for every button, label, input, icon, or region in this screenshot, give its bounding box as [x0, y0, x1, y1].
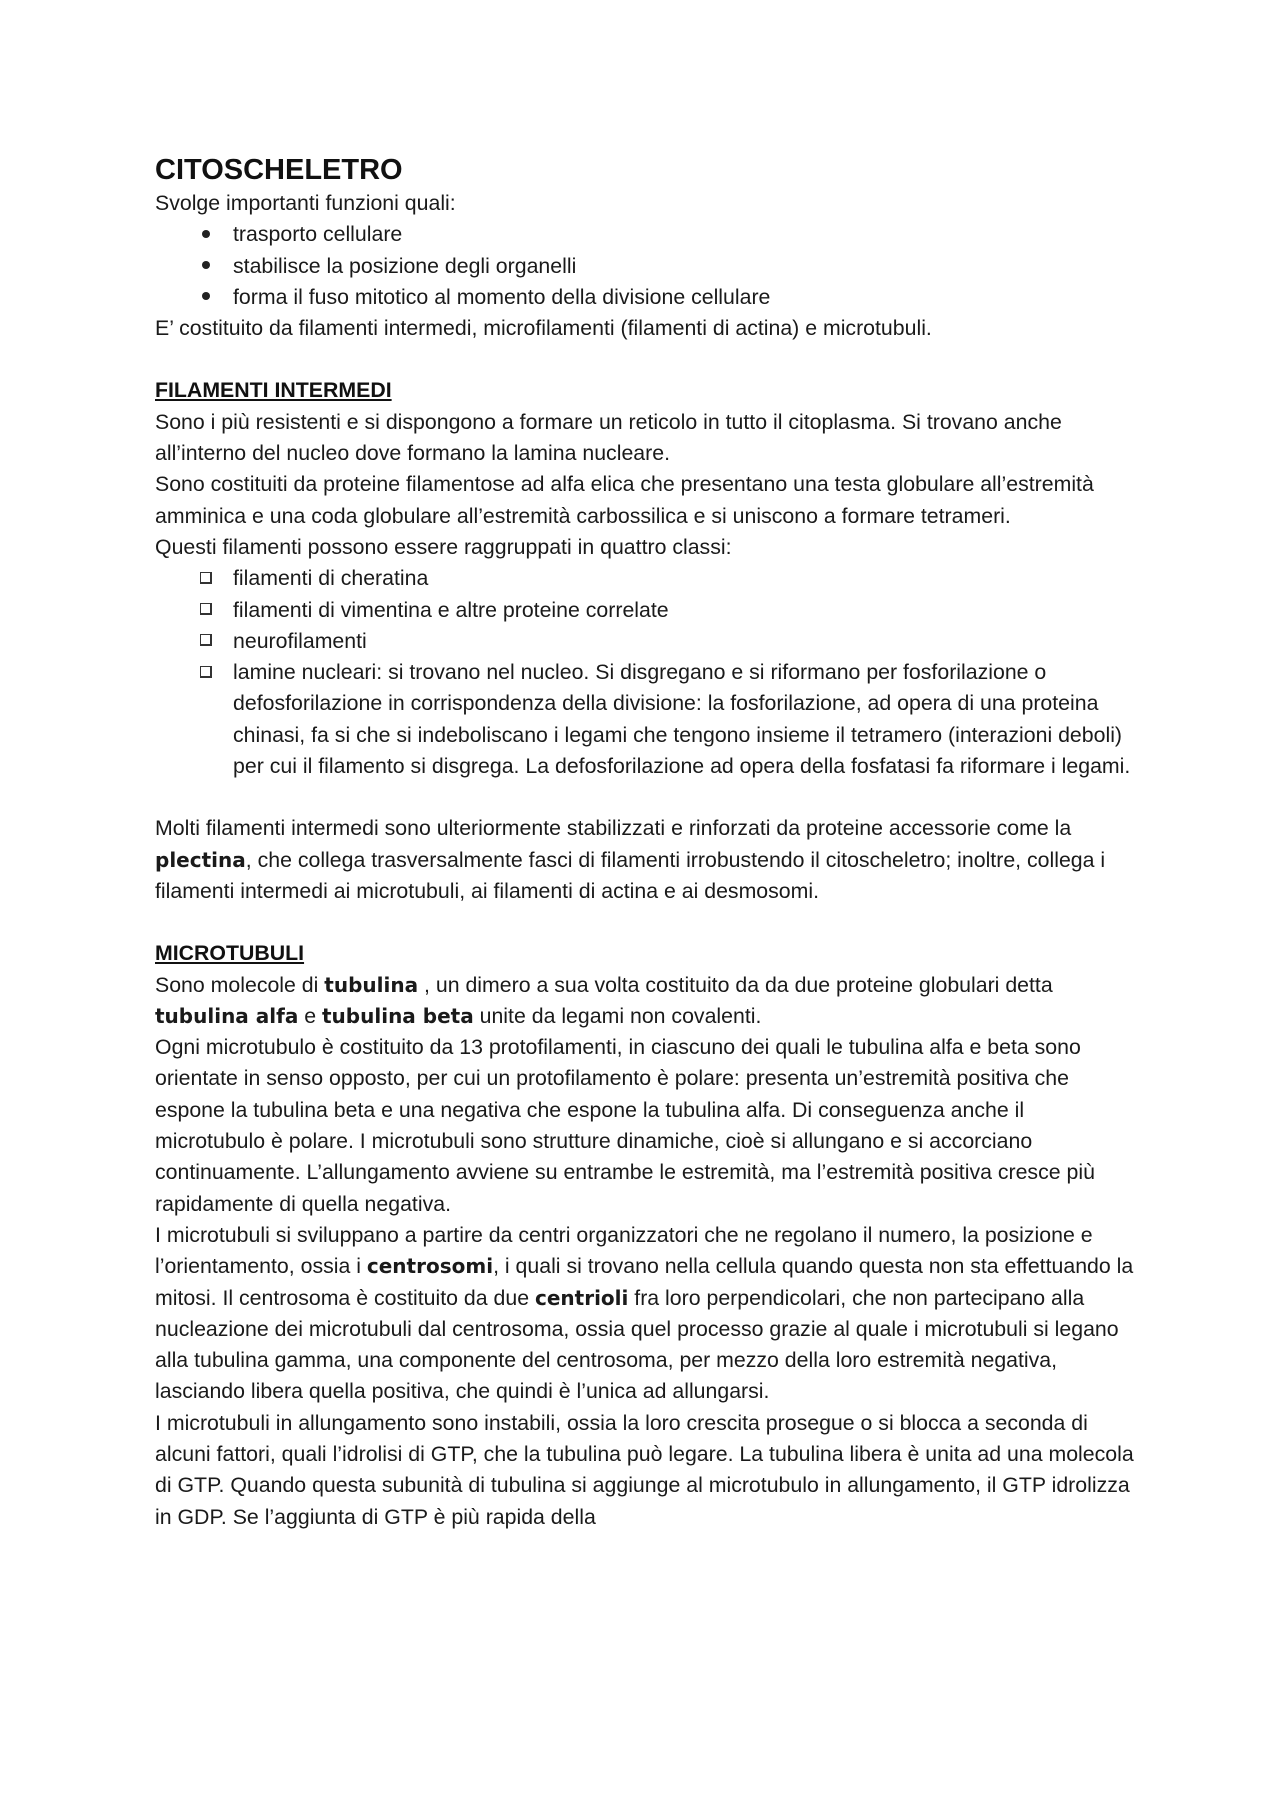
functions-list	[155, 219, 1135, 313]
document-page	[155, 150, 1135, 1533]
classes-list	[155, 563, 1135, 782]
bold-term: plectina	[155, 847, 246, 872]
list-item: trasporto cellulare	[155, 219, 1135, 250]
bullet-box-icon	[196, 595, 216, 626]
intro-text: Svolge importanti funzioni quali:	[155, 191, 456, 215]
bold-term: centrioli	[534, 1285, 629, 1310]
bullet-box-icon	[196, 657, 216, 688]
bullet-box-icon	[196, 626, 216, 657]
paragraph: Questi filamenti possono essere raggruppati in quattro classi:	[155, 534, 732, 559]
bold-term: tubulina beta	[322, 1003, 474, 1028]
list-item: forma il fuso mitotico al momento della divisione cellulare	[155, 282, 1135, 313]
paragraph: Sono costituiti da proteine filamentose ad alfa elica che presentano una testa globulare all’estremità amminica e una coda globulare all’estremità carbossilica e si uniscono a formare tetrameri.	[155, 472, 1094, 528]
bullet-box-icon	[196, 563, 216, 594]
bullet-dot-icon	[196, 282, 216, 313]
paragraph: Sono molecole di tubulina , un dimero a sua volta costituito da da due proteine globulari detta tubulina alfa e tubulina beta unite da legami non covalenti.	[155, 972, 1053, 1028]
paragraph: I microtubuli in allungamento sono instabili, ossia la loro crescita prosegue o si blocca a seconda di alcuni fattori, quali l’idrolisi di GTP, che la tubulina può legare. La tubulina libera è unita ad una molecola di GTP. Quando questa subunità di tubulina si aggiunge al microtubulo in allungamento, il GTP idrolizza in GDP. Se l’aggiunta di GTP è più rapida della	[155, 1410, 1134, 1529]
list-item: neurofilamenti	[155, 626, 1135, 657]
list-item: lamine nucleari: si trovano nel nucleo. Si disgregano e si riformano per fosforilazione o defosforilazione in corrispondenza della divisione: la fosforilazione, ad opera di una proteina chinasi, fa si che si indeboliscano i legami che tengono insieme il tetramero (interazioni deboli) per cui il filamento si disgrega. La defosforilazione ad opera della fosfatasi fa riformare i legami.	[155, 657, 1135, 782]
bullet-dot-icon	[196, 219, 216, 250]
page-title: CITOSCHELETRO	[155, 154, 403, 186]
paragraph: Ogni microtubulo è costituito da 13 protofilamenti, in ciascuno dei quali le tubulina alfa e beta sono orientate in senso opposto, per cui un protofilamento è polare: presenta un’estremità positiva che espone la tubulina beta e una negativa che espone la tubulina alfa. Di conseguenza anche il microtubulo è polare. I microtubuli sono strutture dinamiche, cioè si allungano e si accorciano continuamente. L’allungamento avviene su entrambe le estremità, ma l’estremità positiva cresce più rapidamente di quella negativa.	[155, 1035, 1095, 1216]
bullet-dot-icon	[196, 251, 216, 282]
list-item: filamenti di cheratina	[155, 563, 1135, 594]
list-item: filamenti di vimentina e altre proteine correlate	[155, 595, 1135, 626]
bold-term: tubulina	[324, 972, 419, 997]
bold-term: centrosomi	[366, 1254, 494, 1279]
paragraph: Sono i più resistenti e si dispongono a formare un reticolo in tutto il citoplasma. Si trovano anche all’interno del nucleo dove formano la lamina nucleare.	[155, 409, 1062, 466]
composition-text: E’ costituito da filamenti intermedi, microfilamenti (filamenti di actina) e microtubuli.	[155, 316, 932, 341]
paragraph: I microtubuli si sviluppano a partire da centri organizzatori che ne regolano il numero, la posizione e l’orientamento, ossia i centrosomi, i quali si trovano nella cellula quando questa non sta effettuando la mitosi. Il centrosoma è costituito da due centrioli fra loro perpendicolari, che non partecipano alla nucleazione dei microtubuli dal centrosoma, ossia quel processo grazie al quale i microtubuli si legano alla tubulina gamma, una componente del centrosoma, per mezzo della loro estremità negativa, lasciando libera quella positiva, che quindi è l’unica ad allungarsi.	[155, 1222, 1134, 1404]
bold-term: tubulina alfa	[155, 1003, 299, 1028]
paragraph: Molti filamenti intermedi sono ulteriormente stabilizzati e rinforzati da proteine accessorie come la plectina, che collega trasversalmente fasci di filamenti irrobustendo il citoscheletro; inoltre, collega i filamenti intermedi ai microtubuli, ai filamenti di actina e ai desmosomi.	[155, 816, 1106, 903]
section-heading-filamenti: FILAMENTI INTERMEDI	[155, 378, 392, 403]
section-heading-microtubuli: MICROTUBULI	[155, 941, 305, 966]
list-item: stabilisce la posizione degli organelli	[155, 251, 1135, 282]
